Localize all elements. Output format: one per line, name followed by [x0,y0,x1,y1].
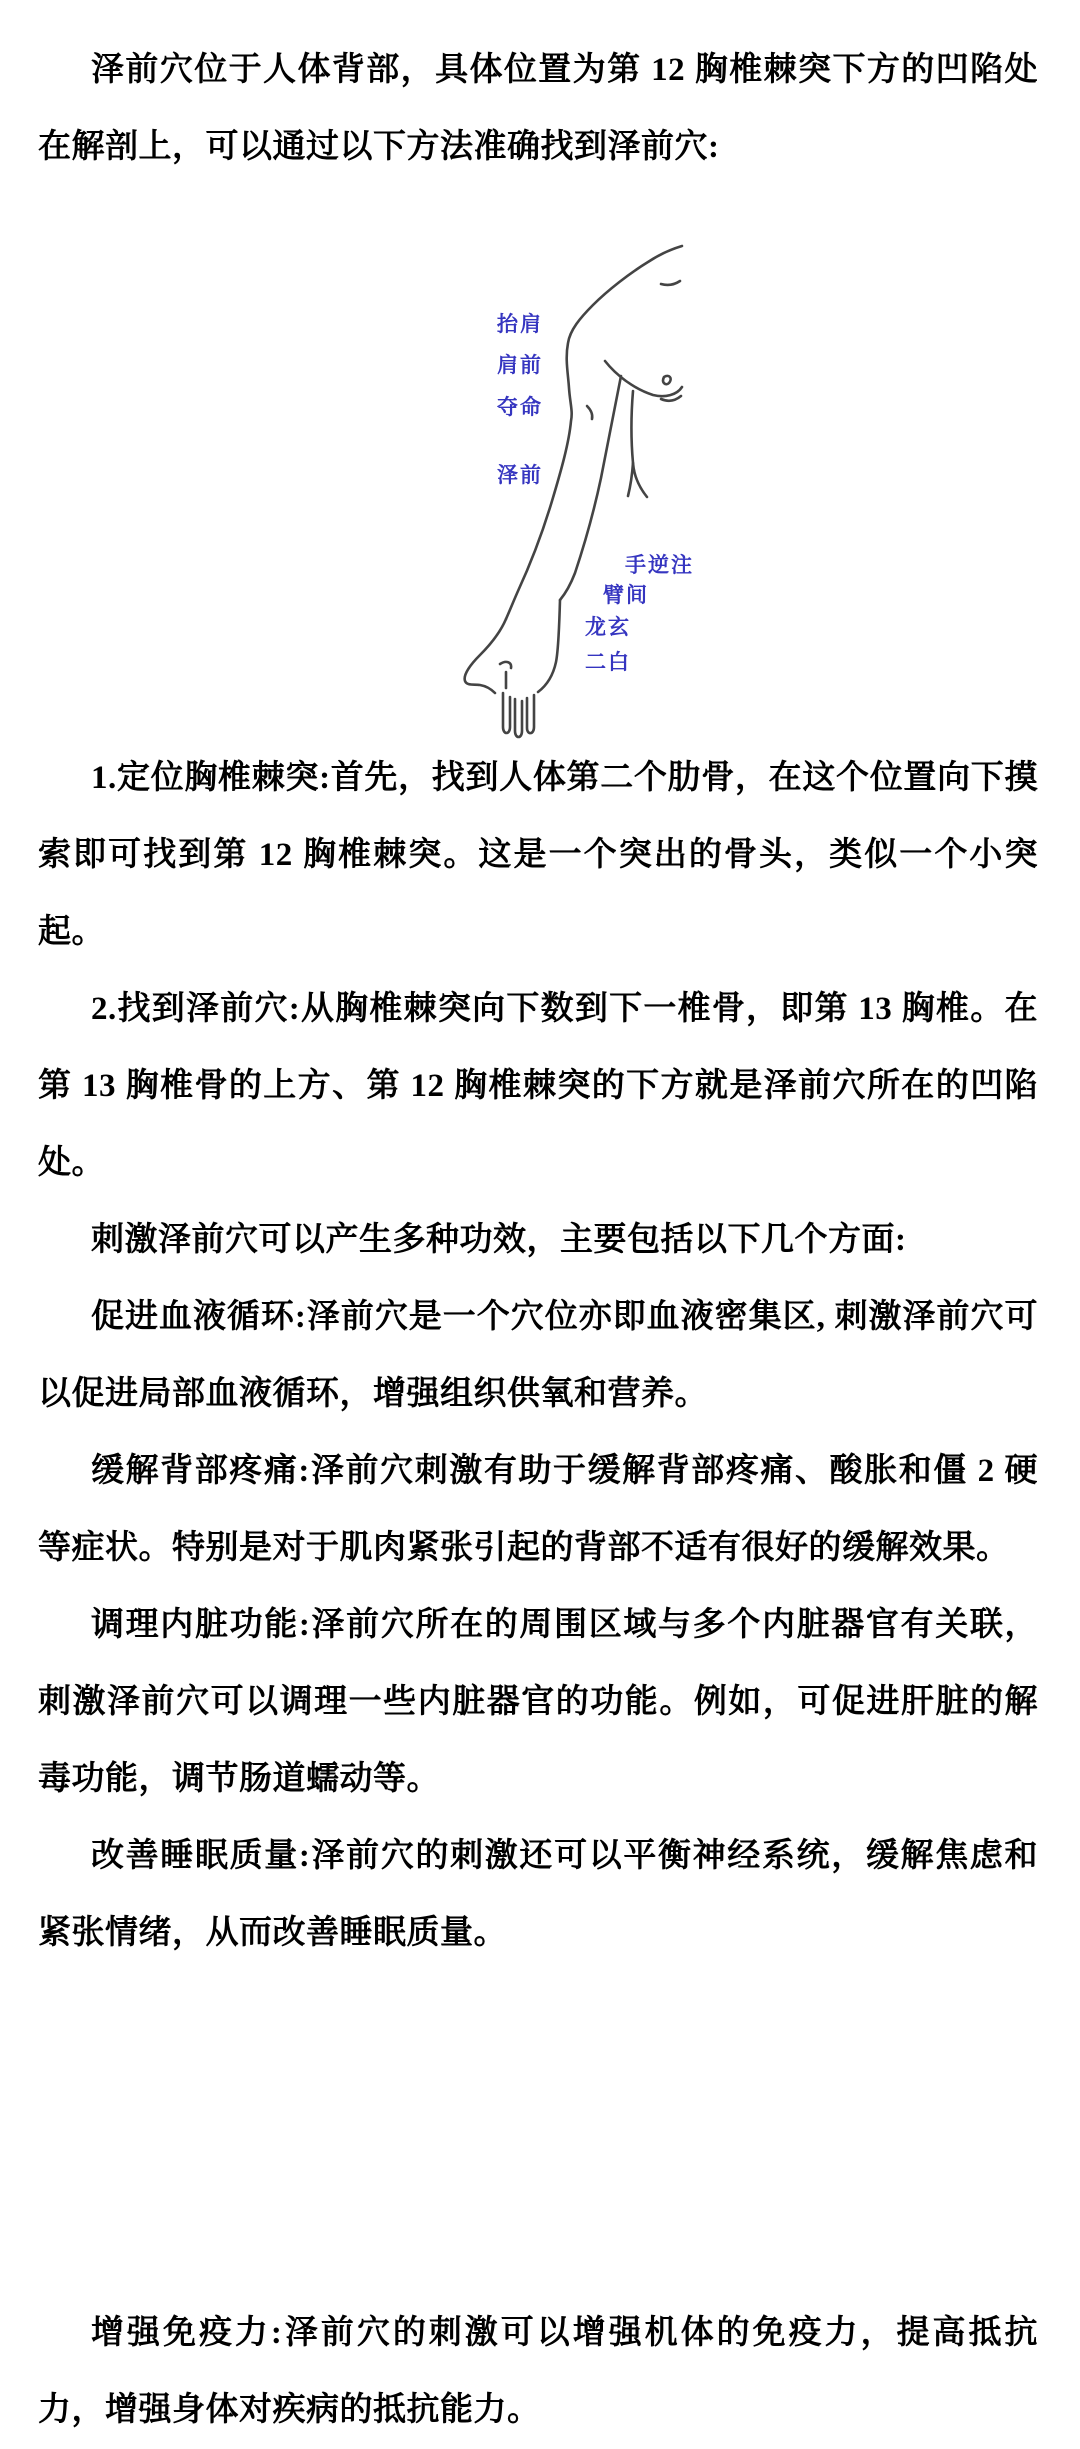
acupoint-label-bijian: 臂间 [603,584,649,607]
acupoint-label-longxuan: 龙玄 [585,616,631,639]
paragraph-back-pain: 缓解背部疼痛:泽前穴刺激有助于缓解背部疼痛、酸胀和僵 2 硬等症状。特别是对于肌肉紧张引起的背部不适有很好的缓解效果。 [38,1453,1038,1566]
palm-edge-line [538,600,560,692]
acupoint-label-erbai: 二白 [585,651,631,674]
acupoint-label-zeqian: 泽前 [497,464,543,487]
paragraph-step-1: 1.定位胸椎棘突:首先，找到人体第二个肋骨，在这个位置向下摸索即可找到第 12 胸椎棘突。这是一个突出的骨头，类似一个小突起。 [38,760,1038,950]
hand-thumb-line [465,619,506,693]
finger-line-3 [527,695,534,733]
paragraph-sleep-quality: 改善睡眠质量:泽前穴的刺激还可以平衡神经系统，缓解焦虑和紧张情绪，从而改善睡眠质量。 [38,1838,1038,1951]
paragraph-immunity: 增强免疫力:泽前穴的刺激可以增强机体的免疫力，提高抵抗力，增强身体对疾病的抵抗能力。 [38,2315,1038,2428]
paragraph-organ-function: 调理内脏功能:泽前穴所在的周围区域与多个内脏器官有关联，刺激泽前穴可以调理一些内脏器官的功能。例如，可促进肝脏的解毒功能，调节肠道蠕动等。 [38,1607,1038,1797]
anatomical-figure [38,186,1038,740]
acupoint-label-shounizhu: 手逆注 [625,554,694,577]
finger-line-2 [515,699,522,737]
acupoint-label-jianqian: 肩前 [497,354,543,377]
thumb-hook-line [500,662,511,668]
torso-branch-line [628,463,633,496]
finger-line-1 [503,693,510,733]
arm-line-drawing [458,243,688,748]
paragraph-blood-circulation: 促进血液循环:泽前穴是一个穴位亦即血液密集区, 刺激泽前穴可以促进局部血液循环，增强组织供氧和营养。 [38,1299,1038,1412]
paragraph-intro: 泽前穴位于人体背部，具体位置为第 12 胸椎棘突下方的凹陷处在解剖上，可以通过以下方法准确找到泽前穴: [38,52,1038,165]
blank-gap [38,1972,1038,2295]
nipple-mark [663,376,671,384]
paragraph-step-2: 2.找到泽前穴:从胸椎棘突向下数到下一椎骨，即第 13 胸椎。在第 13 胸椎骨的上方、第 12 胸椎棘突的下方就是泽前穴所在的凹陷处。 [38,991,1038,1181]
torso-side-line [632,391,648,497]
paragraph-effects-intro: 刺激泽前穴可以产生多种功效，主要包括以下几个方面: [91,1222,907,1258]
acupoint-label-duoming: 夺命 [497,396,543,419]
deltoid-notch-line [587,406,592,419]
document-page [38,32,1038,2449]
collarbone-line [661,281,680,285]
acupoint-label-taijian: 抬肩 [497,313,543,336]
